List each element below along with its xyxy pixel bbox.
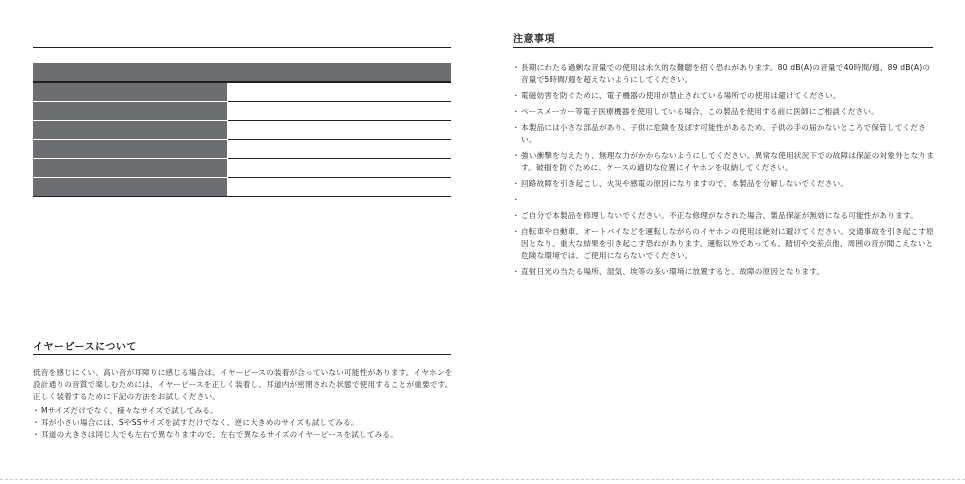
list-item: ・ 耳道の大きさは同じ人でも左右で異なりますので、左右で異なるサイズのイヤーピースを試してみる。 <box>33 429 458 441</box>
table-label-cell <box>33 121 227 140</box>
table-value-cell <box>227 102 337 121</box>
table-row <box>33 121 451 140</box>
table-value-cell <box>227 159 337 178</box>
table-label-cell <box>33 140 227 159</box>
table-value-cell <box>337 140 451 159</box>
table-value-cell <box>227 140 337 159</box>
list-item: ・ 本製品には小さな部品があり、子供に危険を及ぼす可能性があるため、子供の手の届かないところで保管してください。 <box>513 122 937 146</box>
table-row <box>33 82 451 102</box>
earpiece-section-divider <box>33 354 451 355</box>
table-value-cell <box>227 82 337 102</box>
list-item: ・ Mサイズだけでなく、様々なサイズで試してみる。 <box>33 405 458 417</box>
table-row <box>33 140 451 159</box>
table-value-cell <box>227 121 337 140</box>
table-row <box>33 102 451 121</box>
list-item: ・ ペースメーカー等電子医療機器を使用している場合、この製品を使用する前に医師にご相談ください。 <box>513 106 937 118</box>
table-row <box>33 159 451 178</box>
table-label-cell <box>33 82 227 102</box>
list-item: ・ 強い衝撃を与えたり、無理な力がかからないようにしてください。異常な使用状況下での故障は保証の対象外となります。破損を防ぐために、ケースの適切な位置にイヤホンを収納してください。 <box>513 150 937 174</box>
list-item: ・ 長期にわたる過剰な音量での使用は永久的な難聴を招く恐れがあります。80 dB(A)の音量で40時間/週、89 dB(A)の音量で5時間/週を超えないようにしてください。 <box>513 62 937 86</box>
list-item: ・ 耳が小さい場合には、SやSSサイズを試すだけでなく、逆に大きめのサイズも試してみる。 <box>33 417 458 429</box>
table-header-cell <box>227 63 337 82</box>
list-item <box>513 194 937 206</box>
right-page <box>483 0 965 483</box>
bottom-trim-marks <box>0 479 965 484</box>
table-label-cell <box>33 178 227 197</box>
spec-table <box>33 63 451 197</box>
table-value-cell <box>227 178 337 197</box>
list-item: ・ ご自分で本製品を修理しないでください。不正な修理がなされた場合、製品保証が無効になる可能性があります。 <box>513 210 937 222</box>
precautions-section-title: 注意事項 <box>513 34 555 45</box>
table-label-cell <box>33 159 227 178</box>
list-item: ・ 直射日光の当たる場所、湿気、埃等の多い環境に放置すると、故障の原因となります。 <box>513 266 937 278</box>
earpiece-paragraph: 低音を感じにくい、高い音が耳障りに感じる場合は、イヤーピースの装着が合っていない可能性があります。イヤホンを設計通りの音質で楽しむためには、イヤーピースを正しく装着し、耳道内が密閉された状態で使用することが重要です。正しく装着するために下記の方法をお試しください。 <box>33 368 453 401</box>
list-item: ・ 回路故障を引き起こし、火災や感電の原因になりますので、本製品を分解しないでください。 <box>513 178 937 190</box>
table-header-row <box>33 63 451 82</box>
table-value-cell <box>337 178 451 197</box>
earpiece-section-title: イヤーピースについて <box>33 342 137 353</box>
precautions-section-divider <box>513 47 933 48</box>
table-value-cell <box>337 121 451 140</box>
precautions-list <box>513 62 937 282</box>
table-header-cell <box>337 63 451 82</box>
table-value-cell <box>337 82 451 102</box>
top-divider <box>33 47 451 48</box>
table-value-cell <box>337 159 451 178</box>
table-label-cell <box>33 102 227 121</box>
earpiece-tips-list <box>33 405 458 441</box>
table-value-cell <box>337 102 451 121</box>
list-item: ・ 電磁妨害を防ぐために、電子機器の使用が禁止されている場所での使用は避けてください。 <box>513 90 937 102</box>
list-item: ・ 自転車や自動車、オートバイなどを運転しながらのイヤホンの使用は絶対に避けてください。交通事故を引き起こす原因となり、重大な結果を引き起こす恐れがあります。運転以外であっても、踏切や交差点他、周囲の音が聞こえないと危険な環境では、ご使用にならないでください。 <box>513 226 937 262</box>
left-page <box>0 0 482 483</box>
table-header-cell <box>33 63 227 82</box>
table-row <box>33 178 451 197</box>
